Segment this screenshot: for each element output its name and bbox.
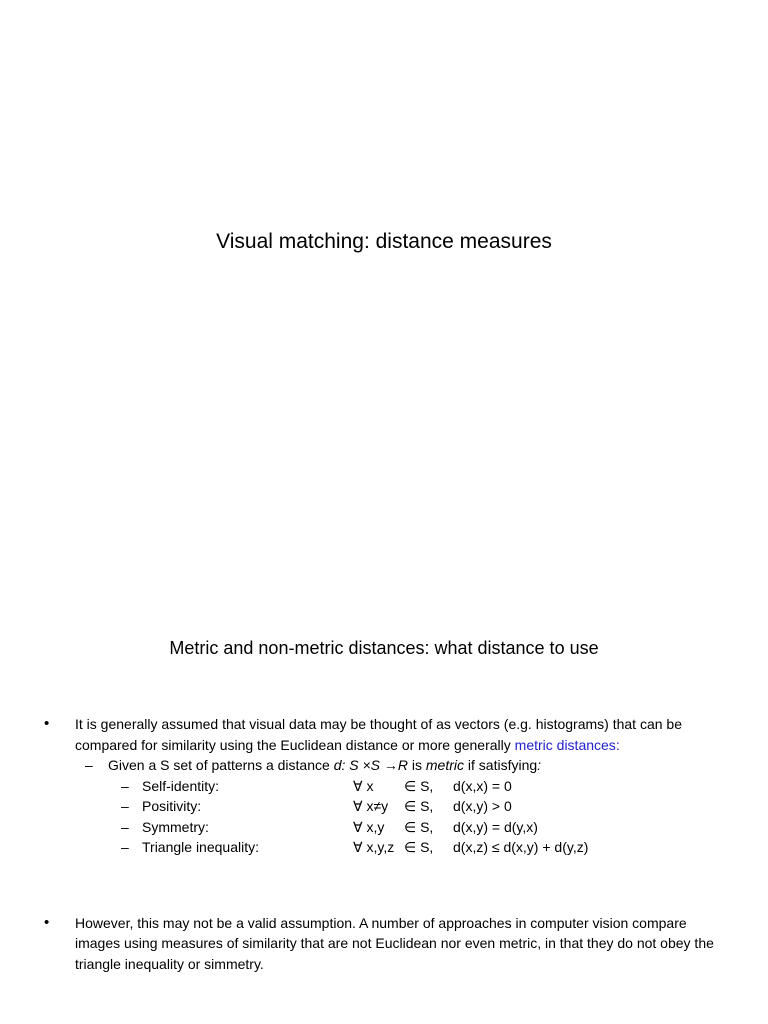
title-slide-heading: Visual matching: distance measures: [216, 230, 552, 253]
property-row: [0, 796, 768, 817]
bullet-icon: •: [44, 715, 50, 732]
dash-icon: –: [121, 839, 129, 855]
sub-bullet-text-3: if satisfying: [464, 757, 538, 773]
property-name: Positivity:: [142, 798, 202, 814]
property-formula: d(x,y) > 0: [453, 798, 512, 814]
property-row: [0, 837, 768, 858]
dash-icon: –: [85, 757, 93, 773]
slide-title: Metric and non-metric distances: what distance to use: [169, 638, 599, 658]
bullet-item: [0, 913, 768, 975]
property-formula: d(x,z) ≤ d(x,y) + d(y,z): [453, 839, 589, 855]
property-formula: d(x,y) = d(y,x): [453, 818, 538, 835]
dash-icon: –: [121, 818, 129, 835]
metric-term: metric: [425, 757, 465, 773]
property-membership: ∈ S,: [404, 777, 434, 794]
bullet-text: However, this may not be a valid assumption. A number of approaches in computer vision compare images using measures of similarity that are not Euclidean nor even metric, in that they do not obey the triangle inequality or simmetry.: [75, 914, 714, 972]
spacer: [0, 858, 768, 913]
bullet-text: It is generally assumed that visual data may be thought of as vectors (e.g. histograms) that can be compared for similarity using the Euclidean distance or more generally: [75, 716, 682, 753]
bullet-icon: •: [44, 913, 50, 931]
sub-bullet-colon: :: [537, 757, 542, 773]
dash-icon: –: [121, 777, 129, 794]
property-formula: d(x,x) = 0: [453, 777, 512, 794]
property-row: [0, 817, 768, 838]
property-quantifier: ∀ x≠y: [353, 798, 389, 814]
property-quantifier: ∀ x,y: [353, 818, 385, 835]
property-row: [0, 776, 768, 797]
sub-bullet-item: [0, 755, 768, 776]
distance-formula: d: S ×S →R: [333, 757, 408, 773]
property-membership: ∈ S,: [404, 839, 434, 855]
property-membership: ∈ S,: [404, 818, 434, 835]
metric-distances-colon: :: [615, 736, 620, 753]
bullet-list: [0, 714, 768, 974]
sub-bullet-text-2: is: [408, 757, 426, 773]
sub-bullet-text-1: Given a S set of patterns a distance: [108, 757, 334, 773]
metric-distances-term: metric distances: [514, 736, 616, 753]
dash-icon: –: [121, 798, 129, 814]
property-quantifier: ∀ x: [353, 777, 374, 794]
property-name: Triangle inequality:: [142, 839, 259, 855]
property-membership: ∈ S,: [404, 798, 434, 814]
property-quantifier: ∀ x,y,z: [353, 839, 395, 855]
bullet-item: [0, 714, 768, 755]
property-name: Self-identity:: [142, 777, 220, 794]
property-name: Symmetry:: [142, 818, 209, 835]
